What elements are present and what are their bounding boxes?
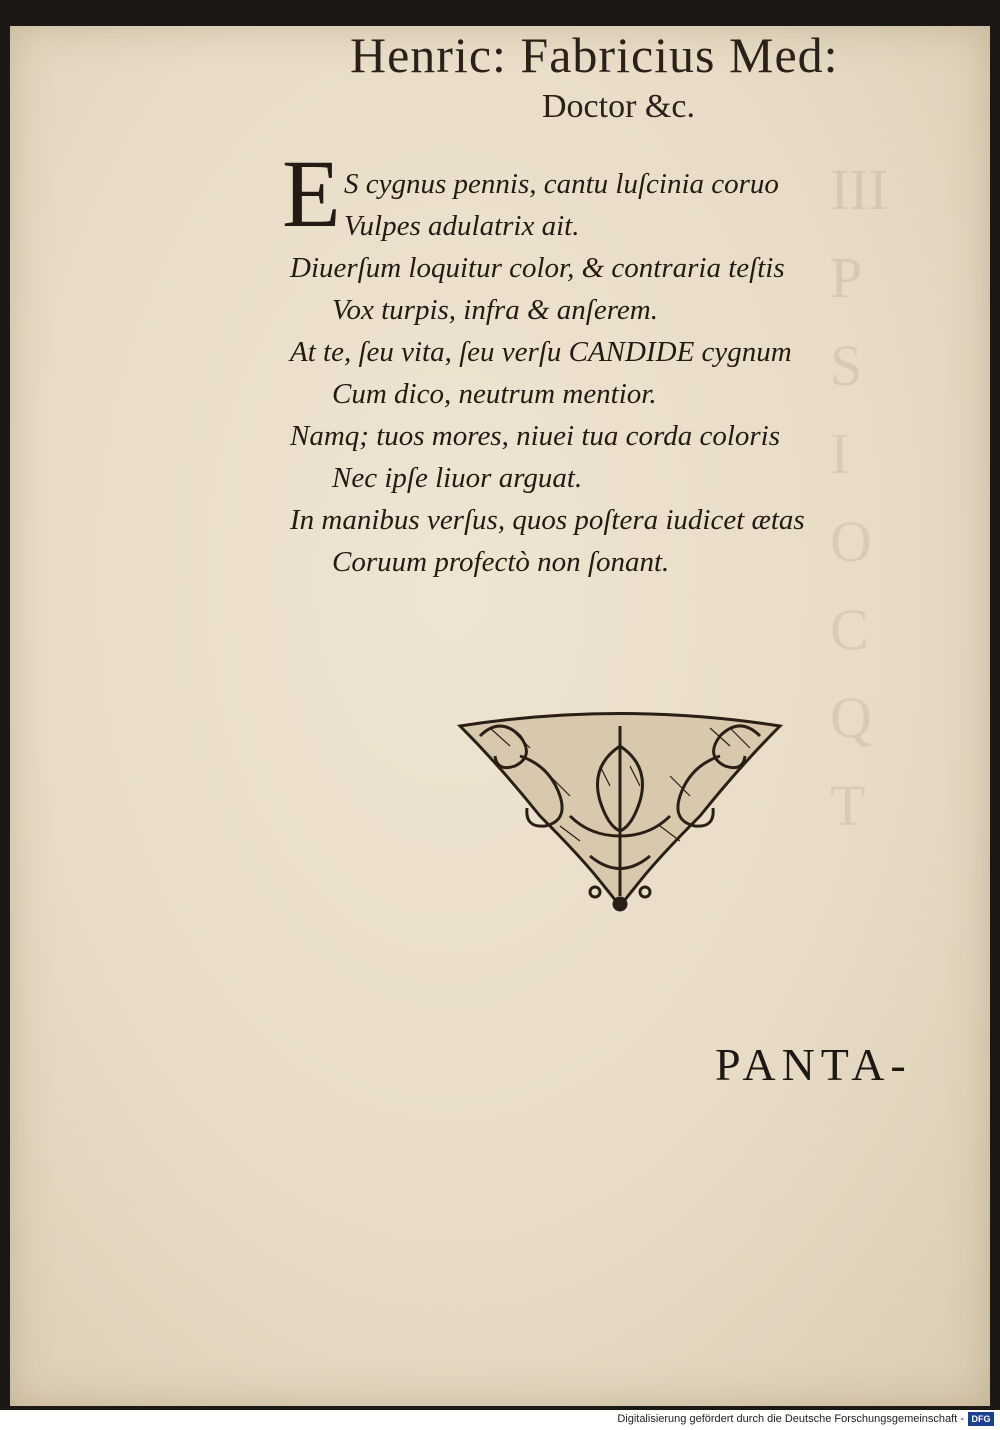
poem-line: Cum dico, neutrum mentior. — [332, 378, 657, 410]
poem-line: S cygnus pennis, cantu luſcinia coruo — [344, 168, 779, 200]
book-page — [10, 26, 990, 1406]
drop-capital: E — [282, 140, 341, 247]
poem-line: Nec ipſe liuor arguat. — [332, 462, 583, 494]
poem-line: Vulpes adulatrix ait. — [344, 210, 580, 242]
digitization-footer — [0, 1410, 1000, 1430]
poem-line: Namq; tuos mores, niuei tua corda coloris — [290, 420, 781, 452]
author-heading: Henric: Fabricius Med: — [350, 27, 839, 83]
author-title: Doctor &c. — [542, 88, 695, 125]
poem-line: Vox turpis, infra & anſerem. — [332, 294, 658, 326]
fleur-ornament-icon — [450, 706, 790, 916]
catchword: PANTA- — [715, 1039, 912, 1090]
poem-line: Coruum profectò non ſonant. — [332, 546, 670, 578]
show-through-text: III P S I O C Q T — [830, 157, 888, 838]
poem-line: At te, ſeu vita, ſeu verſu CANDIDE cygnum — [290, 336, 792, 368]
poem-line: In manibus verſus, quos poſtera iudicet ætas — [290, 504, 805, 536]
poem-line: Diuerſum loquitur color, & contraria teſtis — [290, 252, 785, 284]
dfg-logo: DFG — [968, 1412, 994, 1426]
funding-credit: Digitalisierung gefördert durch die Deutsche Forschungsgemeinschaft - — [617, 1413, 964, 1425]
